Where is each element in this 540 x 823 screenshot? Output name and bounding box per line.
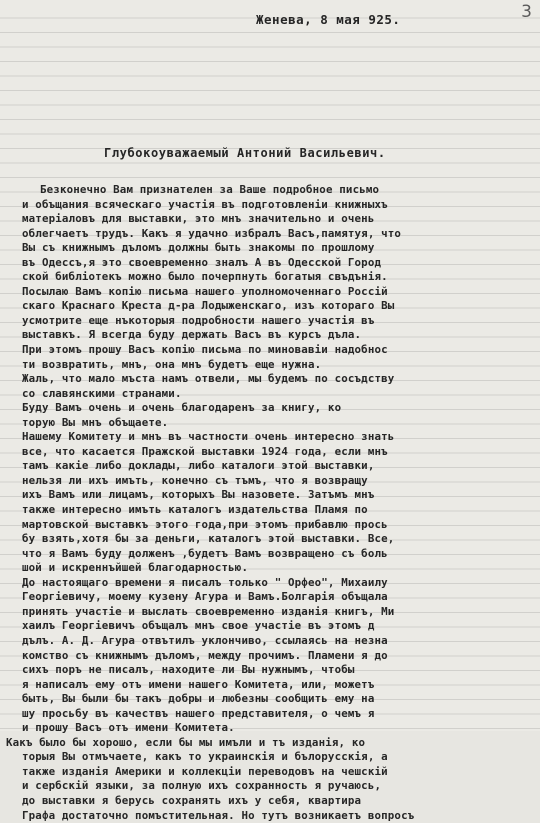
- body-line: и прошу Васъ отъ имени Комитета.: [22, 721, 235, 735]
- body-line: что я Вамъ буду долженъ ,будетъ Вамъ возвращено съ боль: [22, 546, 388, 560]
- body-line: Какъ было бы хорошо, если бы мы имъли и тъ изданія, ко: [6, 735, 366, 749]
- body-line: шой и искреннъйшей благодарностью.: [22, 561, 249, 575]
- body-line: скаго Краснаго Креста д-ра Лодыженскаго, изъ котораго Вы: [22, 299, 395, 313]
- body-line: сихъ поръ не писалъ, находите ли Вы нужнымъ, чтобы: [22, 663, 355, 677]
- body-line: торыя Вы отмъчаете, какъ то украинскія и бълорусскія, а: [22, 750, 388, 764]
- dateline: Женева, 8 мая 925.: [256, 12, 401, 27]
- salutation: Глубокоуважаемый Антоний Васильевич.: [104, 146, 386, 160]
- body-line: и объщания всяческаго участія въ подготовленіи книжныхъ: [22, 197, 388, 211]
- body-line: комство съ книжнымъ дъломъ, между прочимъ. Пламени я до: [22, 648, 388, 662]
- body-line: и сербскій языки, за полную ихъ сохранность я ручаюсь,: [22, 779, 382, 793]
- body-line: до выставки я берусь сохранять ихъ у себя, квартира: [22, 793, 362, 807]
- body-line: Вы съ книжнымъ дъломъ должны быть знакомы по прошлому: [22, 241, 375, 255]
- body-line: усмотрите еще нъкоторыя подробности нашего участія въ: [22, 313, 375, 327]
- letter-body: [0, 183, 540, 823]
- body-line: тамъ какіе либо доклады, либо каталоги этой выставки,: [22, 459, 375, 473]
- body-line: бу взять,хотя бы за деньги, каталогъ этой выставки. Все,: [22, 532, 395, 546]
- body-line: Жаль, что мало мъста намъ отвели, мы будемъ по сосъдству: [22, 372, 395, 386]
- body-line: Посылаю Вамъ копію письма нашего уполномоченнаго Россій: [22, 284, 388, 298]
- body-line: торую Вы мнъ объщаете.: [22, 415, 169, 429]
- body-line: все, что касается Пражской выставки 1924 года, если мнъ: [22, 444, 388, 458]
- body-line: матеріаловъ для выставки, это мнъ значительно и очень: [22, 212, 375, 226]
- body-line: со славянскими странами.: [22, 386, 182, 400]
- body-line: ти возвратить, мнъ, она мнъ будетъ еще нужна.: [22, 357, 322, 371]
- body-line: въ Одессъ,я это своевременно зналъ А въ Одесской Город: [22, 255, 382, 269]
- body-line: Графа достаточно помъстительная. Но тутъ возникаетъ вопросъ: [22, 808, 415, 822]
- body-line: До настоящаго времени я писалъ только " Орфео", Михаилу: [22, 575, 388, 589]
- body-line: быть, Вы были бы такъ добры и любезны сообщить ему на: [22, 692, 375, 706]
- body-line: Буду Вамъ очень и очень благодаренъ за книгу, ко: [22, 401, 342, 415]
- body-line: дълъ. А. Д. Агура отвътилъ уклончиво, ссылаясь на незна: [22, 633, 388, 647]
- page-number: 3: [521, 2, 532, 22]
- body-line: ихъ Вамъ или лицамъ, которыхъ Вы назовете. Затъмъ мнъ: [22, 488, 375, 502]
- body-line: Безконечно Вам признателен за Ваше подробное письмо: [40, 183, 380, 196]
- body-line: облегчаетъ трудъ. Какъ я удачно избралъ Васъ,памятуя, что: [22, 226, 402, 240]
- body-line: также интересно имъть каталогъ издательства Пламя по: [22, 503, 368, 517]
- body-line: также изданія Америки и коллекціи переводовъ на чешскій: [22, 764, 388, 778]
- body-line: выставкъ. Я всегда буду держать Васъ въ курсъ дъла.: [22, 328, 362, 342]
- body-line: хаилъ Георгіевичъ объщалъ мнъ свое участіе въ этомъ д: [22, 619, 375, 633]
- body-line: принять участіе и выслать своевременно изданія книгъ, Ми: [22, 604, 395, 618]
- body-line: ской библіотекъ можно было почерпнуть богатыя свъдънія.: [22, 270, 388, 284]
- body-line: Георгіевичу, моему кузену Агура и Вамъ.Болгарія объщала: [22, 590, 388, 604]
- body-line: При этомъ прошу Васъ копію письма по миновавіи надобнос: [22, 343, 388, 357]
- body-line: шу просьбу въ качествъ нашего представителя, о чемъ я: [22, 706, 375, 720]
- body-line: нельзя ли ихъ имъть, конечно съ тъмъ, что я возвращу: [22, 473, 368, 487]
- body-line: я написалъ ему отъ имени нашего Комитета, или, можетъ: [22, 677, 375, 691]
- body-line: мартовской выставкъ этого года,при этомъ прибавлю прось: [22, 517, 388, 531]
- body-line: Нашему Комитету и мнъ въ частности очень интересно знать: [22, 430, 395, 444]
